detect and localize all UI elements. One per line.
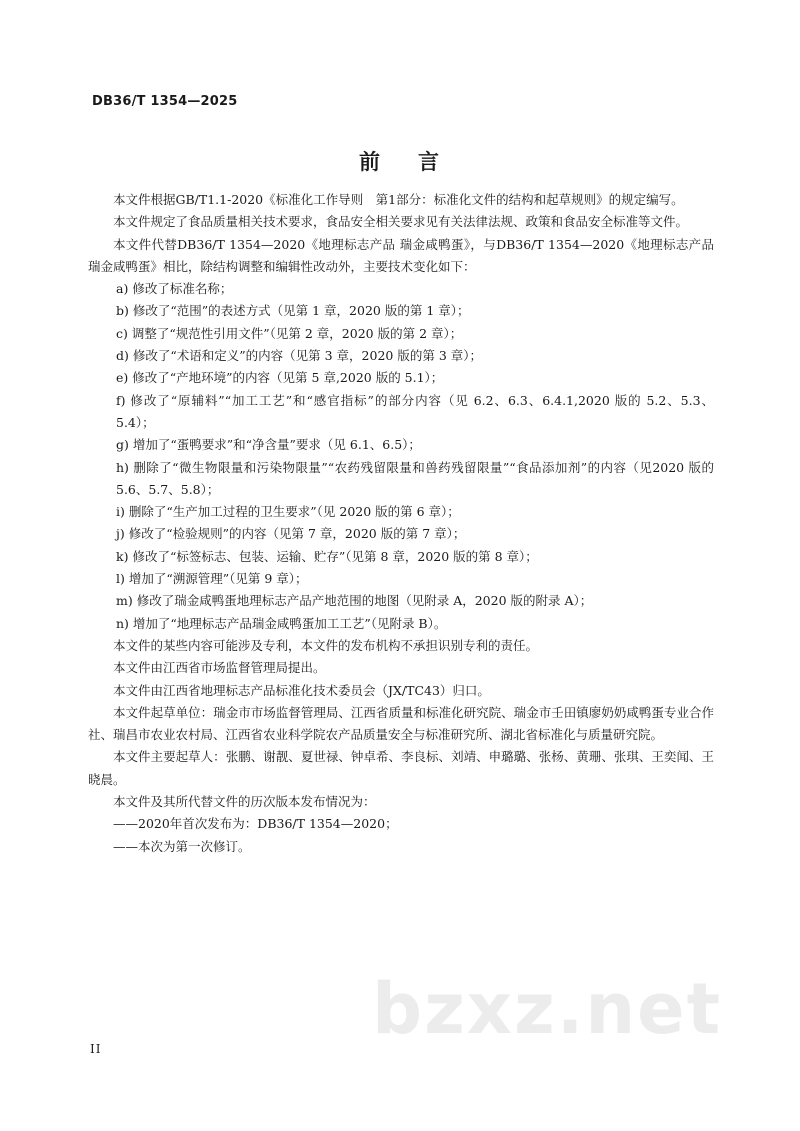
list-text: 修改了“原辅料”“加工工艺”和“感官指标”的部分内容（见 6.2、6.3、6.4.1,2020 版的 5.2、5.3、5.4）；	[116, 392, 714, 430]
history-item-current: ——本次为第一次修订。	[113, 838, 251, 854]
list-text: 增加了“溯源管理”（见第 9 章）；	[128, 571, 308, 587]
list-marker: h)	[116, 459, 129, 475]
list-item	[88, 345, 714, 367]
list-marker: n)	[116, 615, 129, 631]
list-marker: j)	[116, 526, 125, 542]
list-item	[88, 278, 714, 300]
list-item	[88, 590, 714, 612]
title-char-1: 前	[359, 150, 382, 174]
list-text: 删除了“生产加工过程的卫生要求”（见 2020 版的第 6 章）；	[128, 504, 460, 520]
list-item	[88, 523, 714, 545]
list-text: 修改了标准名称；	[132, 281, 233, 297]
change-list	[88, 278, 714, 635]
list-marker: d)	[116, 348, 129, 364]
paragraph-drafting-units: 本文件起草单位：瑞金市市场监督管理局、江西省质量和标准化研究院、瑞金市壬田镇廖奶奶咸鸭蛋专业合作社、瑞昌市农业农村局、江西省农业科学院农产品质量安全与标准研究所、湖北省标准化与质量研究院。	[88, 704, 714, 743]
list-item	[88, 323, 714, 345]
list-marker: g)	[116, 437, 129, 453]
list-item	[88, 613, 714, 635]
list-item	[88, 434, 714, 456]
document-code: DB36/T 1354—2025	[92, 94, 238, 109]
list-text: 修改了“检验规则”的内容（见第 7 章，2020 版的第 7 章）；	[128, 526, 466, 542]
foreword-body	[88, 189, 714, 858]
list-item	[88, 300, 714, 322]
list-marker: l)	[116, 571, 125, 587]
list-text: 修改了“标签标志、包装、运输、贮存”（见第 8 章，2020 版的第 8 章）；	[132, 548, 538, 564]
list-marker: e)	[116, 370, 129, 386]
list-text: 修改了“术语和定义”的内容（见第 3 章，2020 版的第 3 章）；	[132, 348, 482, 364]
paragraph-drafting-basis: 本文件根据GB/T1.1-2020《标准化工作导则 第1部分：标准化文件的结构和起草规则》的规定编写。	[113, 192, 684, 207]
paragraph-committee: 本文件由江西省地理标志产品标准化技术委员会（JX/TC43）归口。	[113, 682, 490, 698]
paragraph-history-intro: 本文件及其所代替文件的历次版本发布情况为：	[113, 794, 376, 810]
page-number: II	[90, 1042, 102, 1056]
list-text: 删除了“微生物限量和污染物限量”“农药残留限量和兽药残留限量”“食品添加剂”的内容（见2020 版的 5.6、5.7、5.8）；	[116, 459, 714, 497]
list-marker: m)	[116, 593, 133, 609]
list-item	[88, 568, 714, 590]
list-marker: f)	[116, 392, 126, 408]
list-text: 增加了“地理标志产品瑞金咸鸭蛋加工工艺”（见附录 B）。	[132, 615, 447, 631]
list-text: 修改了“产地环境”的内容（见第 5 章,2020 版的 5.1）；	[132, 370, 444, 386]
list-item	[88, 501, 714, 523]
watermark: bzxz.net	[372, 968, 723, 1050]
list-item	[88, 457, 714, 502]
list-item	[88, 546, 714, 568]
title-char-2: 言	[418, 150, 441, 174]
paragraph-drafters: 本文件主要起草人：张鹏、谢靓、夏世禄、钟卓希、李良标、刘靖、申璐璐、张杨、黄珊、张琪、王奕闻、王晓晨。	[88, 749, 714, 787]
list-marker: c)	[116, 325, 128, 341]
list-marker: a)	[116, 281, 129, 297]
list-marker: i)	[116, 504, 125, 520]
history-item-first: ——2020年首次发布为：DB36/T 1354—2020；	[113, 816, 398, 832]
list-marker: b)	[116, 303, 129, 319]
list-text: 调整了“规范性引用文件”（见第 2 章，2020 版的第 2 章）；	[131, 325, 463, 341]
paragraph-scope-note: 本文件规定了食品质量相关技术要求，食品安全相关要求见有关法律法规、政策和食品安全标准等文件。	[113, 214, 689, 230]
list-text: 修改了“范围”的表述方式（见第 1 章，2020 版的第 1 章）；	[132, 303, 470, 319]
paragraph-patent-notice: 本文件的某些内容可能涉及专利，本文件的发布机构不承担识别专利的责任。	[113, 637, 539, 653]
page-title	[0, 146, 800, 176]
list-text: 增加了“蛋鸭要求”和“净含量”要求（见 6.1、6.5）；	[132, 437, 421, 453]
paragraph-replacement: 本文件代替DB36/T 1354—2020《地理标志产品 瑞金咸鸭蛋》，与DB36/T 1354—2020《地理标志产品 瑞金咸鸭蛋》相比，除结构调整和编辑性改动外，主要技术变化如下：	[88, 236, 714, 274]
list-item	[88, 390, 714, 435]
list-text: 修改了瑞金咸鸭蛋地理标志产品产地范围的地图（见附录 A，2020 版的附录 A）；	[136, 593, 593, 609]
paragraph-proposer: 本文件由江西省市场监督管理局提出。	[113, 660, 326, 676]
list-item	[88, 367, 714, 389]
list-marker: k)	[116, 548, 129, 564]
